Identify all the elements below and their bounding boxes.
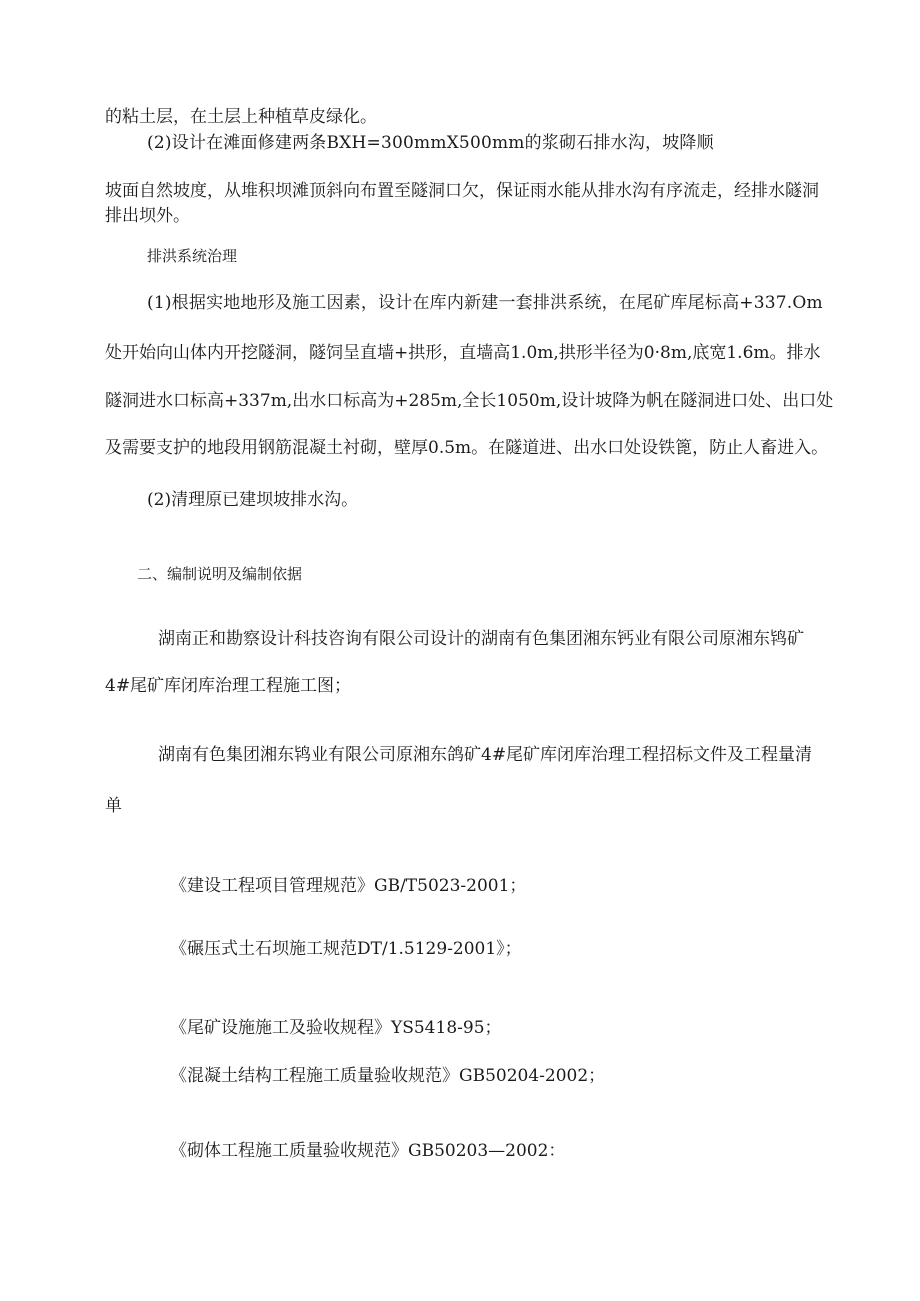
reference-item: 《混凝土结构工程施工质量验收规范》GB50204-2002；: [170, 1066, 606, 1086]
reference-item: 《砌体工程施工质量验收规范》GB50203—2002：: [170, 1141, 566, 1161]
text-line: 的粘土层，在土层上种植草皮绿化。: [105, 107, 377, 127]
text-line: 处开始向山体内开挖隧洞，隧饲呈直墙+拱形，直墙高1.0m,拱形半径为0·8m,底宽1.6m。排水: [105, 343, 821, 363]
text-line: (1)根据实地地形及施工因素，设计在库内新建一套排洪系统，在尾矿库尾标高+337.Om: [147, 293, 823, 313]
reference-item: 《尾矿设施施工及验收规程》YS5418-95；: [170, 1018, 502, 1038]
text-line: (2)清理原已建坝坡排水沟。: [147, 490, 359, 510]
text-line: 4#尾矿库闭库治理工程施工图；: [105, 676, 352, 696]
text-line: 排出坝外。: [105, 206, 190, 226]
text-line: 隧洞进水口标高+337m,出水口标高为+285m,全长1050m,设计坡降为帆在隧洞进口处、出口处: [105, 391, 834, 411]
section-heading: 二、编制说明及编制依据: [137, 565, 303, 583]
text-line: 湖南正和勘察设计科技咨询有限公司设计的湖南有色集团湘东钙业有限公司原湘东鸨矿: [158, 629, 804, 649]
text-line: 湖南有色集团湘东鸨业有限公司原湘东鸽矿4#尾矿库闭库治理工程招标文件及工程量清: [158, 745, 813, 765]
reference-item: 《建设工程项目管理规范》GB/T5023-2001；: [170, 876, 527, 896]
section-heading: 排洪系统治理: [147, 247, 238, 265]
text-line: (2)设计在滩面修建两条BXH=300mmX500mm的浆砌石排水沟，坡降顺: [147, 133, 714, 153]
text-line: 单: [105, 796, 122, 816]
reference-item: 《碾压式土石坝施工规范DT/1.5129-2001》；: [170, 939, 522, 959]
text-line: 坡面自然坡度，从堆积坝滩顶斜向布置至隧洞口欠，保证雨水能从排水沟有序流走，经排水隧洞: [105, 181, 819, 201]
text-line: 及需要支护的地段用钢筋混凝土衬砌，壁厚0.5m。在隧道进、出水口处设铁篦，防止人畜进入。: [105, 438, 829, 458]
